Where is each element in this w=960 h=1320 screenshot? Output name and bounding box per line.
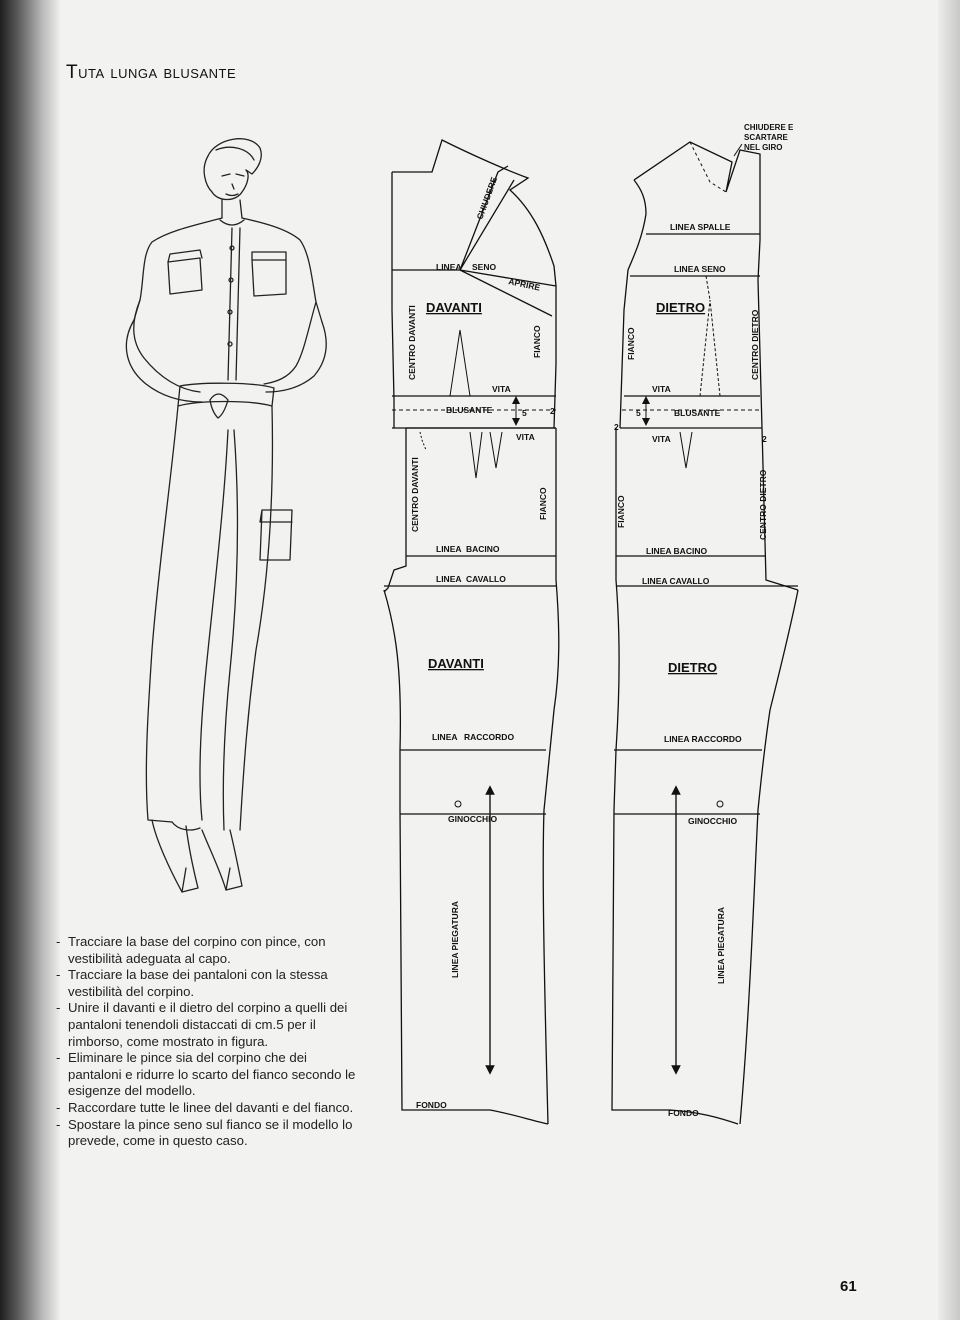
label-two-back: 2 [614,422,619,432]
label-blusante: BLUSANTE [446,405,493,415]
label-chiudere-scartare-1: CHIUDERE E [744,123,794,132]
label-linea-seno-1: LINEA [436,262,462,272]
label-vita-bodice-back: VITA [652,384,671,394]
front-pattern-labels [407,175,555,1110]
label-linea-piegatura-back: LINEA PIEGATURA [716,907,726,984]
label-linea-bacino-back: LINEA BACINO [646,546,708,556]
label-linea-cavallo-1: LINEA [436,574,462,584]
label-vita-trouser-back: VITA [652,434,671,444]
page-title: Tuta lunga blusante [66,62,237,83]
label-chiudere: CHIUDERE [474,175,500,221]
label-ginocchio: GINOCCHIO [448,814,498,824]
label-linea-seno-2: SENO [472,262,497,272]
label-vita-trouser: VITA [516,432,535,442]
label-chiudere-scartare-3: NEL GIRO [744,143,783,152]
fashion-sketch-illustration [60,130,360,900]
page-edge-shadow [938,0,960,1320]
label-ginocchio-back: GINOCCHIO [688,816,738,826]
back-pattern-labels [614,123,794,1118]
label-fondo-back: FONDO [668,1108,699,1118]
label-chiudere-scartare-2: SCARTARE [744,133,788,142]
book-spine-shadow [0,0,60,1320]
label-linea-seno: LINEA SENO [674,264,726,274]
label-centro-dietro-trouser: CENTRO DIETRO [758,469,768,540]
label-linea-bacino-2: BACINO [466,544,500,554]
label-linea-spalle: LINEA SPALLE [670,222,731,232]
back-pattern-piece [612,142,798,1124]
instruction-item: - Unire il davanti e il dietro del corpino a quelli dei pantaloni tenendoli distaccati di cm.5 per il rimborso, come mostrato in figura. [56,1000,356,1050]
label-davanti-trouser: DAVANTI [428,656,484,671]
pattern-diagram [380,110,820,1130]
page-number: 61 [840,1278,857,1295]
label-linea-piegatura: LINEA PIEGATURA [450,901,460,978]
instruction-item: - Tracciare la base dei pantaloni con la stessa vestibilità del corpino. [56,967,356,1000]
label-centro-dietro-bodice: CENTRO DIETRO [750,309,760,380]
label-two-back-right: 2 [762,434,767,444]
instruction-item: - Raccordare tutte le linee del davanti e del fianco. [56,1100,356,1117]
instruction-item: - Tracciare la base del corpino con pince, con vestibilità adeguata al capo. [56,934,356,967]
label-centro-davanti-bodice: CENTRO DAVANTI [407,305,417,380]
label-fianco-trouser: FIANCO [538,487,548,520]
label-linea-raccordo-back: LINEA RACCORDO [664,734,742,744]
label-gap-5: 5 [522,408,527,418]
label-aprire: APRIRE [507,276,542,293]
label-linea-bacino-1: LINEA [436,544,462,554]
instruction-item: - Spostare la pince seno sul fianco se il modello lo prevede, come in questo caso. [56,1117,356,1150]
instruction-item: - Eliminare le pince sia del corpino che dei pantaloni e ridurre lo scarto del fianco secondo le esigenze del modello. [56,1050,356,1100]
label-two: 2 [550,406,555,416]
label-linea-cavallo-back: LINEA CAVALLO [642,576,710,586]
label-fianco-bodice: FIANCO [532,325,542,358]
label-dietro-bodice: DIETRO [656,300,706,315]
label-vita-bodice: VITA [492,384,511,394]
label-linea-raccordo-1: LINEA [432,732,458,742]
label-linea-raccordo-2: RACCORDO [464,732,515,742]
label-blusante-back: BLUSANTE [674,408,721,418]
label-centro-davanti-trouser: CENTRO DAVANTI [410,457,420,532]
label-davanti-bodice: DAVANTI [426,300,482,315]
label-dietro-trouser: DIETRO [668,660,718,675]
label-gap-5-back: 5 [636,408,641,418]
label-fondo: FONDO [416,1100,447,1110]
label-fianco-bodice-back: FIANCO [626,327,636,360]
label-linea-cavallo-2: CAVALLO [466,574,506,584]
instruction-list [56,934,356,1150]
label-fianco-trouser-back: FIANCO [616,495,626,528]
